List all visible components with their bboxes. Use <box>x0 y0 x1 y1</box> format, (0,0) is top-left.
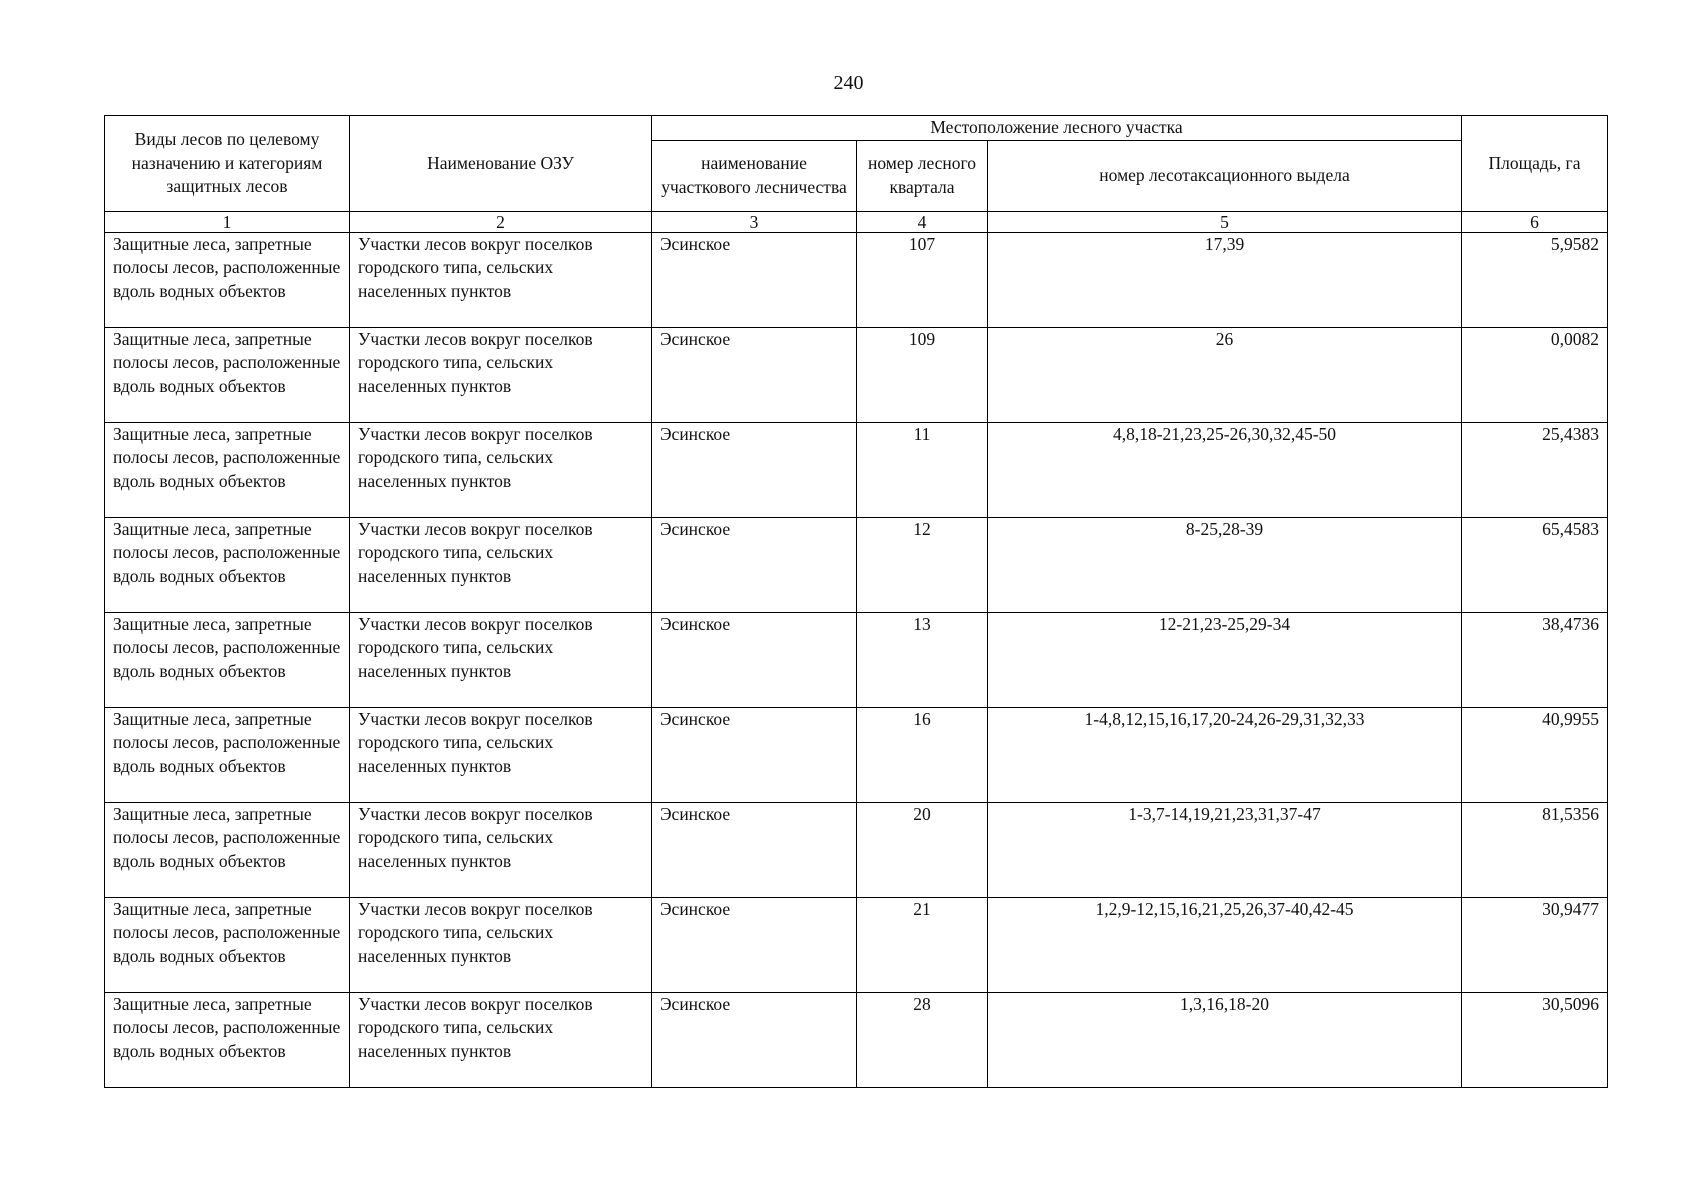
cell-ozu-name: Участки лесов вокруг поселков городского типа, сельских населенных пунктов <box>350 992 652 1087</box>
cell-forest-type: Защитные леса, запретные полосы лесов, расположенные вдоль водных объектов <box>105 422 350 517</box>
table-row <box>105 327 1608 422</box>
column-number: 5 <box>988 211 1462 232</box>
header-ozu-name: Наименование ОЗУ <box>350 116 652 212</box>
table-row <box>105 517 1608 612</box>
cell-forestry: Эсинское <box>652 517 857 612</box>
cell-area: 38,4736 <box>1462 612 1608 707</box>
cell-compartments: 4,8,18-21,23,25-26,30,32,45-50 <box>988 422 1462 517</box>
table-row <box>105 707 1608 802</box>
cell-area: 81,5356 <box>1462 802 1608 897</box>
cell-forestry: Эсинское <box>652 897 857 992</box>
cell-forestry: Эсинское <box>652 992 857 1087</box>
cell-ozu-name: Участки лесов вокруг поселков городского типа, сельских населенных пунктов <box>350 232 652 327</box>
page-number: 240 <box>833 72 864 94</box>
cell-quarter: 11 <box>857 422 988 517</box>
cell-quarter: 16 <box>857 707 988 802</box>
cell-area: 65,4583 <box>1462 517 1608 612</box>
cell-ozu-name: Участки лесов вокруг поселков городского типа, сельских населенных пунктов <box>350 802 652 897</box>
cell-compartments: 1-4,8,12,15,16,17,20-24,26-29,31,32,33 <box>988 707 1462 802</box>
column-number: 6 <box>1462 211 1608 232</box>
header-location-group: Местоположение лесного участка <box>652 116 1462 141</box>
cell-area: 30,5096 <box>1462 992 1608 1087</box>
cell-compartments: 1-3,7-14,19,21,23,31,37-47 <box>988 802 1462 897</box>
cell-area: 30,9477 <box>1462 897 1608 992</box>
cell-quarter: 28 <box>857 992 988 1087</box>
header-forestry: наименование участкового лесничества <box>652 140 857 211</box>
column-number: 2 <box>350 211 652 232</box>
cell-compartments: 26 <box>988 327 1462 422</box>
cell-compartments: 1,2,9-12,15,16,21,25,26,37-40,42-45 <box>988 897 1462 992</box>
table-row <box>105 232 1608 327</box>
cell-forestry: Эсинское <box>652 327 857 422</box>
cell-ozu-name: Участки лесов вокруг поселков городского типа, сельских населенных пунктов <box>350 707 652 802</box>
cell-compartments: 8-25,28-39 <box>988 517 1462 612</box>
header-forest-type: Виды лесов по целевому назначению и категориям защитных лесов <box>105 116 350 212</box>
cell-quarter: 20 <box>857 802 988 897</box>
cell-forest-type: Защитные леса, запретные полосы лесов, расположенные вдоль водных объектов <box>105 707 350 802</box>
cell-area: 0,0082 <box>1462 327 1608 422</box>
cell-ozu-name: Участки лесов вокруг поселков городского типа, сельских населенных пунктов <box>350 327 652 422</box>
cell-forestry: Эсинское <box>652 707 857 802</box>
table-row <box>105 992 1608 1087</box>
cell-compartments: 1,3,16,18-20 <box>988 992 1462 1087</box>
cell-ozu-name: Участки лесов вокруг поселков городского типа, сельских населенных пунктов <box>350 612 652 707</box>
cell-quarter: 12 <box>857 517 988 612</box>
cell-quarter: 107 <box>857 232 988 327</box>
column-number-row <box>105 211 1608 232</box>
column-number: 1 <box>105 211 350 232</box>
cell-ozu-name: Участки лесов вокруг поселков городского типа, сельских населенных пунктов <box>350 422 652 517</box>
table-row <box>105 897 1608 992</box>
cell-forest-type: Защитные леса, запретные полосы лесов, расположенные вдоль водных объектов <box>105 232 350 327</box>
cell-quarter: 21 <box>857 897 988 992</box>
table-row <box>105 802 1608 897</box>
cell-compartments: 12-21,23-25,29-34 <box>988 612 1462 707</box>
cell-compartments: 17,39 <box>988 232 1462 327</box>
cell-ozu-name: Участки лесов вокруг поселков городского типа, сельских населенных пунктов <box>350 517 652 612</box>
cell-forestry: Эсинское <box>652 612 857 707</box>
cell-forest-type: Защитные леса, запретные полосы лесов, расположенные вдоль водных объектов <box>105 517 350 612</box>
cell-area: 40,9955 <box>1462 707 1608 802</box>
cell-forestry: Эсинское <box>652 802 857 897</box>
cell-forest-type: Защитные леса, запретные полосы лесов, расположенные вдоль водных объектов <box>105 802 350 897</box>
cell-forest-type: Защитные леса, запретные полосы лесов, расположенные вдоль водных объектов <box>105 612 350 707</box>
cell-area: 5,9582 <box>1462 232 1608 327</box>
cell-forestry: Эсинское <box>652 422 857 517</box>
cell-ozu-name: Участки лесов вокруг поселков городского типа, сельских населенных пунктов <box>350 897 652 992</box>
cell-quarter: 109 <box>857 327 988 422</box>
table-row <box>105 422 1608 517</box>
cell-forest-type: Защитные леса, запретные полосы лесов, расположенные вдоль водных объектов <box>105 327 350 422</box>
cell-forest-type: Защитные леса, запретные полосы лесов, расположенные вдоль водных объектов <box>105 992 350 1087</box>
column-number: 3 <box>652 211 857 232</box>
column-number: 4 <box>857 211 988 232</box>
header-area: Площадь, га <box>1462 116 1608 212</box>
cell-quarter: 13 <box>857 612 988 707</box>
cell-forestry: Эсинское <box>652 232 857 327</box>
header-quarter: номер лесного квартала <box>857 140 988 211</box>
table-row <box>105 612 1608 707</box>
cell-forest-type: Защитные леса, запретные полосы лесов, расположенные вдоль водных объектов <box>105 897 350 992</box>
header-compartments: номер лесотаксационного выдела <box>988 140 1462 211</box>
cell-area: 25,4383 <box>1462 422 1608 517</box>
forest-plots-table <box>104 115 1608 1088</box>
